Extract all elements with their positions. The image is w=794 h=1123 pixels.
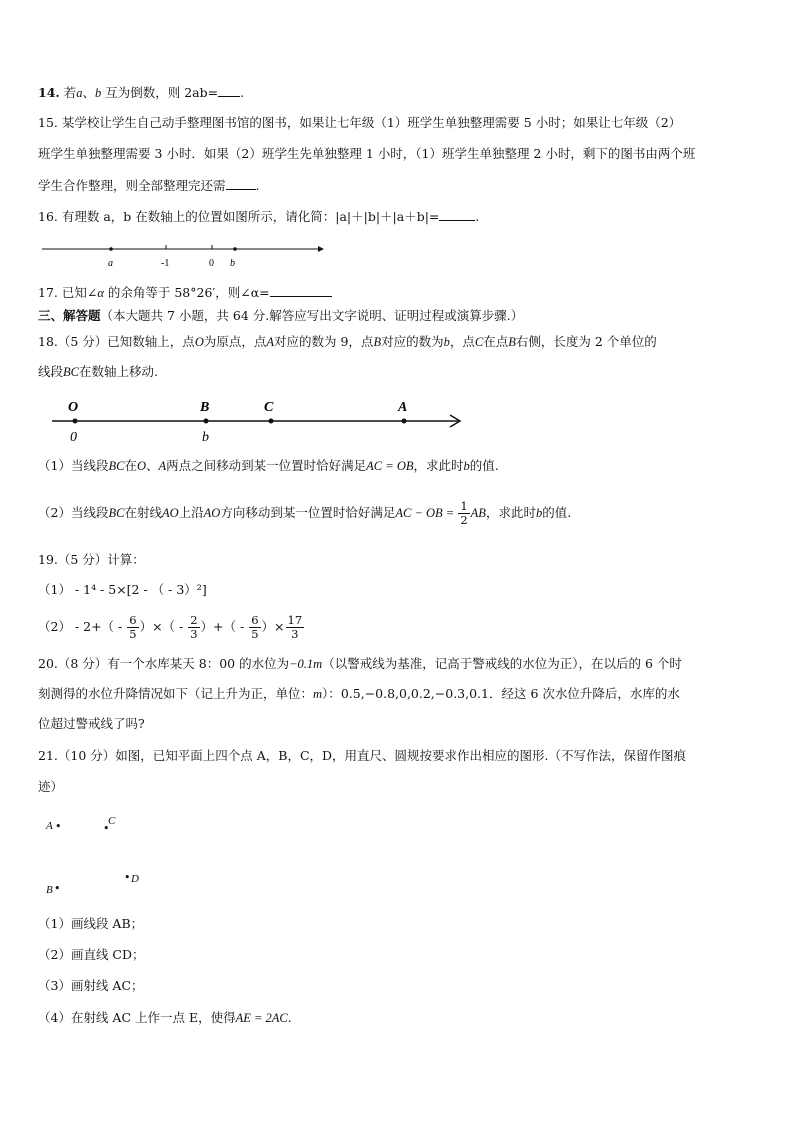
point-label-B: B <box>46 884 53 896</box>
point-dot-A: • <box>55 820 62 833</box>
label-zero: 0 <box>70 430 77 445</box>
point-B <box>204 419 209 424</box>
axis-arrow <box>318 246 324 252</box>
label-B: B <box>200 400 210 415</box>
point-A <box>402 419 407 424</box>
point-dot-B: • <box>54 882 61 895</box>
label-b: b <box>202 430 209 445</box>
label-minus-one: -1 <box>161 258 170 269</box>
section-title: 三、解答题 <box>38 308 101 323</box>
question-21-step-1: （1）画线段 AB； <box>38 916 144 931</box>
point-C <box>269 419 274 424</box>
point-label-C: C <box>108 815 116 827</box>
question-20-line-3: 位超过警戒线了吗? <box>38 716 145 731</box>
question-19-title: 19.（5 分）计算： <box>38 552 145 567</box>
point-dot-C: • <box>103 822 110 835</box>
number-line-figure-16 <box>38 238 328 272</box>
question-18-part-1: （1）当线段BC在O、A两点之间移动到某一位置时恰好满足AC = OB，求此时b的值. <box>38 458 499 473</box>
section-3-header <box>38 308 523 324</box>
label-O: O <box>68 400 79 415</box>
question-18-line-2: 线段BC在数轴上移动. <box>38 364 158 379</box>
question-15-line-2: 班学生单独整理需要 3 小时．如果（2）班学生先单独整理 1 小时，（1）班学生单独整理 2 小时，剩下的图书由两个班 <box>38 146 696 161</box>
question-18-line-1: 18.（5 分）已知数轴上，点O为原点，点A对应的数为 9，点B对应的数为b，点C在点B右侧，长度为 2 个单位的 <box>38 334 657 349</box>
point-a <box>109 247 113 251</box>
question-18-part-2: （2）当线段BC在射线AO上沿AO方向移动到某一位置时恰好满足AC − OB = $\frac{1}{2}$ AB，求此时b的值. <box>38 499 572 527</box>
question-21-line-2: 迹） <box>38 779 64 794</box>
question-16: 16. 有理数 a，b 在数轴上的位置如图所示，请化简：|a|＋|b|＋|a＋b|= . <box>38 209 480 224</box>
question-21-step-4: （4）在射线 AC 上作一点 E，使得AE = 2AC. <box>38 1010 292 1025</box>
question-20-line-2: 刻测得的水位升降情况如下（记上升为正，单位：m）：0.5,−0.8,0,0.2,−0.3,0.1．经这 6 次水位升降后，水库的水 <box>38 686 680 701</box>
label-A: A <box>398 400 408 415</box>
section-desc: （本大题共 7 小题，共 64 分.解答应写出文字说明、证明过程或演算步骤.） <box>100 308 524 323</box>
question-19-part-2: （2） - 2+（ - $\frac{6}{5}$ ）×（ - $\frac{2}{3}$ ）+（ - $\frac{6}{5}$ ）× $\frac{17}{3}$ <box>38 613 303 641</box>
label-C: C <box>264 400 274 415</box>
point-O <box>73 419 78 424</box>
answer-blank <box>270 284 332 297</box>
answer-blank <box>439 208 475 221</box>
question-number: 14. <box>38 85 60 100</box>
fraction-half: $\frac{1}{2}$ <box>460 499 468 527</box>
point-dot-D: • <box>124 871 131 884</box>
point-b <box>233 247 237 251</box>
point-label-D: D <box>131 873 139 885</box>
answer-blank <box>226 177 256 190</box>
point-label-A: A <box>46 820 53 832</box>
question-17: 17. 已知∠α 的余角等于 58°26′，则∠α= <box>38 284 332 301</box>
question-21-step-3: （3）画射线 AC； <box>38 978 144 993</box>
label-zero: 0 <box>209 258 214 269</box>
question-19-part-1: （1） - 1⁴ - 5×[2 - （ - 3）²] <box>38 582 207 597</box>
question-20-line-1: 20.（8 分）有一个水库某天 8：00 的水位为−0.1m（以警戒线为基准，记高于警戒线的水位为正），在以后的 6 个时 <box>38 656 682 671</box>
question-15-line-3: 学生合作整理，则全部整理完还需 . <box>38 178 260 193</box>
number-line-figure-18 <box>48 394 468 446</box>
label-a: a <box>108 258 113 269</box>
answer-blank <box>218 84 240 97</box>
question-21-step-2: （2）画直线 CD； <box>38 947 145 962</box>
label-b: b <box>230 258 235 269</box>
question-15-line-1: 15. 某学校让学生自己动手整理图书馆的图书，如果让七年级（1）班学生单独整理需要 5 小时；如果让七年级（2） <box>38 115 682 130</box>
question-14: 14. 若a、b 互为倒数，则 2ab= . <box>38 85 245 100</box>
question-21-line-1: 21.（10 分）如图，已知平面上四个点 A，B，C，D，用直尺、圆规按要求作出相应的图形.（不写作法，保留作图痕 <box>38 748 687 763</box>
